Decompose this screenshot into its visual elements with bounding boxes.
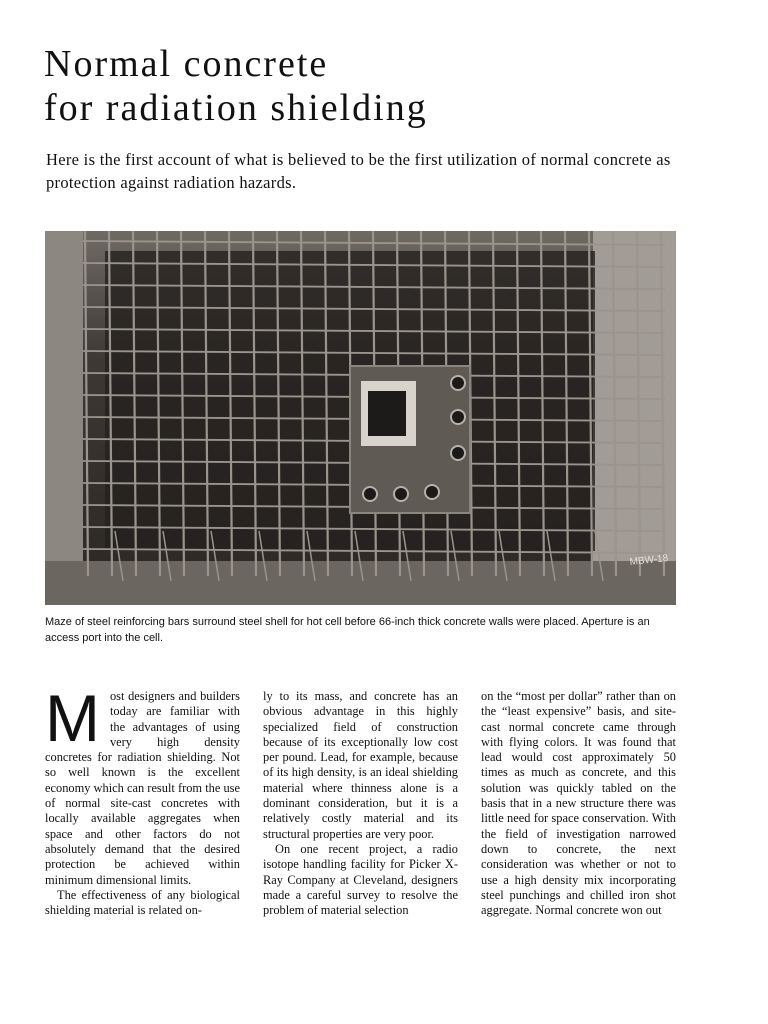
paragraph: on the “most per dollar” rather than on the “least expensive” basis, and site-cast normal concrete came through with flying colors. It was found that lead would cost approximately 50 times as much as concrete, and this solution was quickly tabled on the basis that in a new structure there was little need for space conservation. With the field of investigation narrowed down to concrete, the next consideration was whether or not to use a high density mix incorporating steel punchings and chilled iron shot aggregate. Normal concrete won out [481, 689, 676, 918]
paragraph: Most designers and builders today are familiar with the advantages of using very high density concretes for radiation shielding. Not so well known is the excellent economy which can result from the use of normal site-cast concretes with locally available aggregates when space and other factors do not absolutely demand that the desired protection be achieved within minimum dimensional limits. [45, 681, 240, 887]
article-intro: Here is the first account of what is believed to be the first utilization of normal concrete as protection against radiation hazards. [46, 150, 671, 192]
paragraph: On one recent project, a radio isotope handling facility for Picker X-Ray Company at Cleveland, designers made a careful survey to resolve the problem of material selection [263, 841, 458, 918]
photo-caption: Maze of steel reinforcing bars surround steel shell for hot cell before 66-inch thick concrete walls were placed. Aperture is an access port into the cell. [45, 616, 650, 644]
left-pillar [45, 231, 83, 605]
body-column-3 [481, 689, 676, 918]
photo-stamp: MBW-18 [629, 552, 669, 568]
body-column-2 [263, 689, 458, 918]
body-column-1 [45, 681, 240, 918]
article-title: Normal concrete for radiation shielding [44, 43, 428, 129]
paragraph: ly to its mass, and concrete has an obvious advantage in this highly specialized field of construction because of its exceptionally low cost per pound. Lead, for example, because of its high density, is an ideal shielding material where thinness alone is a dominant consideration, but it is a relatively costly material and its structural properties are very poor. [263, 689, 458, 841]
drop-cap: M [45, 681, 100, 755]
rebar-photo [45, 231, 676, 605]
paragraph: The effectiveness of any biological shielding material is related on- [45, 887, 240, 918]
access-port [350, 366, 470, 513]
